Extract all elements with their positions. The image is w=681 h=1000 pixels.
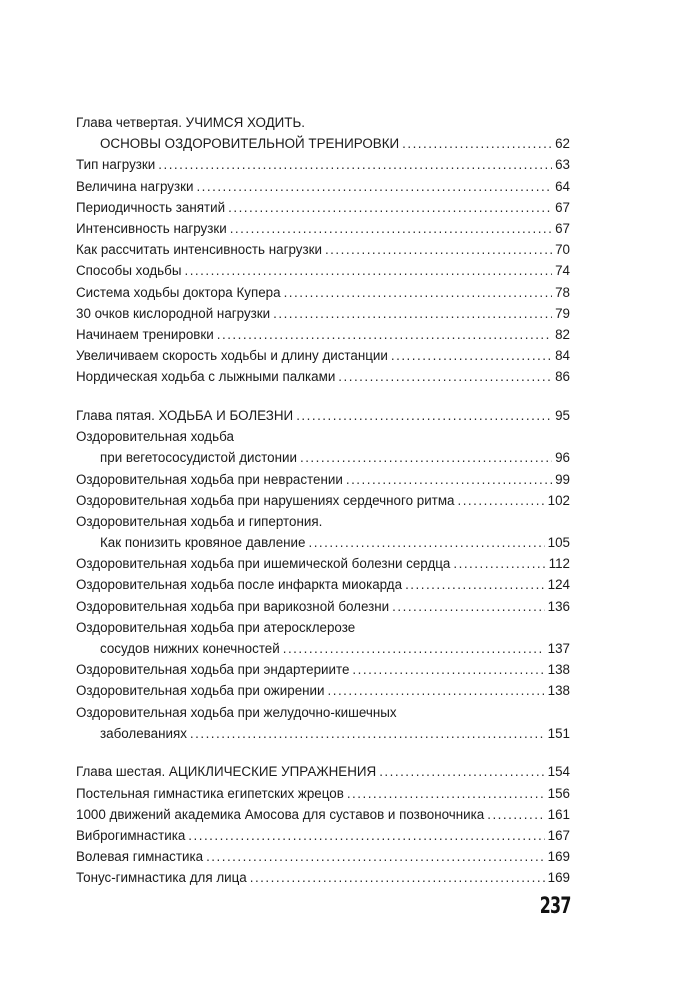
dot-leader [487,804,544,825]
toc-entry-line [76,176,570,197]
toc-entry-page: 67 [555,199,570,215]
chapter-section [76,761,570,888]
toc-entry-page: 112 [548,556,570,572]
toc-entry-page: 63 [555,157,570,173]
toc-entry[interactable] [76,783,570,804]
chapter-section [76,405,570,744]
toc-entry-page: 67 [555,220,570,236]
toc-entry-page: 78 [555,284,570,300]
toc-entry[interactable] [76,574,570,595]
toc-entry-title: Величина нагрузки [76,178,194,194]
toc-entry[interactable] [76,702,570,744]
table-of-contents [76,112,570,889]
dot-leader [284,282,553,303]
toc-entry-line [76,239,570,260]
toc-entry[interactable] [76,260,570,281]
toc-entry-line [76,574,570,595]
toc-entry-title: Оздоровительная ходьба при ожирении [76,683,325,699]
chapter-gap [76,744,570,762]
dot-leader [405,574,545,595]
toc-entry-page: 138 [547,683,570,699]
toc-entry-title: сосудов нижних конечностей [100,641,280,656]
dot-leader [206,846,545,867]
dot-leader [273,303,552,324]
toc-entry-title: Периодичность занятий [76,199,226,215]
toc-entry-line [76,303,570,324]
toc-entry-page: 138 [547,662,570,678]
toc-entry-title: Оздоровительная ходьба при неврастении [76,471,343,487]
page-number: 237 [539,894,571,919]
toc-entry-title: Оздоровительная ходьба при ишемической болезни сердца [76,556,451,572]
toc-entry-heading-line: Оздоровительная ходьба при атеросклерозе [76,619,356,635]
toc-entry-line [76,723,570,744]
dot-leader [296,405,552,426]
toc-entry[interactable] [76,176,570,197]
toc-entry-title: Оздоровительная ходьба при варикозной болезни [76,598,390,614]
toc-entry-page: 82 [555,326,570,342]
toc-entry-page: 64 [555,178,570,194]
toc-entry-page: 84 [555,348,570,364]
toc-entry-line [76,638,570,659]
toc-entry-line [76,867,570,888]
toc-entry-line [76,260,570,281]
toc-entry-page: 124 [547,577,570,593]
toc-entry[interactable] [76,112,570,154]
dot-leader [352,659,544,680]
toc-entry[interactable] [76,680,570,701]
dot-leader [184,260,552,281]
toc-entry-page: 154 [547,764,570,780]
toc-entry-line [76,490,570,511]
toc-entry[interactable] [76,345,570,366]
toc-entry[interactable] [76,659,570,680]
toc-entry-page: 161 [547,806,570,822]
dot-leader [391,345,552,366]
toc-entry-title: Нордическая ходьба с лыжными палками [76,369,336,385]
toc-entry-line [76,447,570,468]
toc-entry[interactable] [76,239,570,260]
toc-entry[interactable] [76,804,570,825]
toc-entry-line [76,553,570,574]
toc-entry-heading-line: Глава четвертая. УЧИМСЯ ХОДИТЬ. [76,115,305,130]
toc-entry[interactable] [76,154,570,175]
toc-entry-line [76,324,570,345]
toc-entry-line [76,532,570,553]
toc-entry-title: заболеваниях [100,725,187,741]
toc-entry-line [76,154,570,175]
toc-entry-title: Оздоровительная ходьба после инфаркта миокарда [76,577,403,593]
toc-entry-title: ОСНОВЫ ОЗДОРОВИТЕЛЬНОЙ ТРЕНИРОВКИ [100,136,400,152]
toc-entry-line [76,659,570,680]
toc-entry-page: 169 [547,849,570,865]
dot-leader [392,596,545,617]
toc-entry-heading-line: Оздоровительная ходьба [76,429,234,445]
toc-entry[interactable] [76,426,570,468]
dot-leader [328,680,545,701]
toc-entry-line [76,469,570,490]
toc-entry-page: 95 [555,407,570,423]
toc-entry-line [76,282,570,303]
dot-leader [402,133,552,154]
toc-entry-line [76,680,570,701]
toc-entry-page: 74 [555,263,570,279]
toc-entry-line [76,133,570,154]
dot-leader [283,638,545,659]
toc-entry-title: 1000 движений академика Амосова для суставов и позвоночника [76,806,485,822]
toc-entry-title: Постельная гимнастика египетских жрецов [76,785,344,801]
toc-entry-line [76,761,570,782]
toc-entry-page: 99 [555,471,570,487]
toc-entry-title: Глава шестая. АЦИКЛИЧЕСКИЕ УПРАЖНЕНИЯ [76,764,377,780]
toc-entry-title: Волевая гимнастика [76,849,204,865]
toc-entry-heading-line: Оздоровительная ходьба и гипертония. [76,513,323,529]
toc-entry-title: Виброгимнастика [76,828,186,843]
toc-entry[interactable] [76,197,570,218]
dot-leader [338,366,552,387]
toc-entry[interactable] [76,282,570,303]
toc-entry-title: Как рассчитать интенсивность нагрузки [76,242,322,258]
toc-entry-title: Тонус-гимнастика для лица [76,870,247,886]
toc-entry-page: 167 [547,828,570,843]
toc-entry-line [76,366,570,387]
dot-leader [228,197,552,218]
toc-entry[interactable] [76,405,570,426]
dot-leader [196,176,552,197]
dot-leader [250,867,545,888]
dot-leader [230,218,552,239]
dot-leader [308,532,544,553]
toc-entry-title: Глава пятая. ХОДЬБА И БОЛЕЗНИ [76,407,294,423]
toc-entry[interactable] [76,324,570,345]
toc-entry-line [76,197,570,218]
toc-entry-line [76,804,570,825]
toc-entry[interactable] [76,469,570,490]
toc-entry[interactable] [76,366,570,387]
toc-entry-title: Интенсивность нагрузки [76,220,227,236]
dot-leader [217,324,552,345]
dot-leader [188,825,544,846]
dot-leader [457,490,544,511]
toc-entry-page: 137 [547,641,570,656]
toc-entry[interactable] [76,867,570,888]
toc-entry-title: Тип нагрузки [76,157,156,173]
toc-entry-title: Увеличиваем скорость ходьбы и длину дистанции [76,348,388,364]
toc-entry-page: 102 [547,492,570,508]
toc-entry-page: 96 [555,450,570,466]
toc-entry[interactable] [76,617,570,659]
toc-entry-page: 105 [547,535,570,551]
toc-entry-line [76,783,570,804]
toc-entry-page: 70 [555,242,570,258]
toc-entry-page: 86 [555,369,570,385]
toc-entry-line [76,405,570,426]
dot-leader [300,447,552,468]
toc-entry-line [76,345,570,366]
toc-entry-page: 136 [547,598,570,614]
toc-entry-title: Способы ходьбы [76,263,182,279]
toc-entry[interactable] [76,490,570,511]
dot-leader [379,761,544,782]
dot-leader [158,154,552,175]
dot-leader [347,783,545,804]
toc-entry-title: Оздоровительная ходьба при эндартериите [76,662,350,678]
toc-entry-line [76,846,570,867]
toc-entry-title: при вегетососудистой дистонии [100,450,297,466]
toc-entry-title: Начинаем тренировки [76,326,214,342]
toc-entry-line [76,596,570,617]
dot-leader [453,553,545,574]
toc-entry-page: 151 [547,725,570,741]
toc-entry[interactable] [76,218,570,239]
toc-entry-line [76,218,570,239]
toc-entry[interactable] [76,596,570,617]
toc-entry[interactable] [76,553,570,574]
toc-entry[interactable] [76,511,570,553]
toc-entry-page: 79 [555,305,570,321]
toc-entry[interactable] [76,846,570,867]
dot-leader [325,239,552,260]
toc-entry-title: Как понизить кровяное давление [100,535,306,551]
toc-entry[interactable] [76,303,570,324]
toc-entry-page: 169 [547,870,570,886]
dot-leader [190,723,545,744]
dot-leader [346,469,552,490]
chapter-section [76,112,570,387]
toc-entry-heading-line: Оздоровительная ходьба при желудочно-кишечных [76,704,397,720]
chapter-gap [76,387,570,405]
toc-entry[interactable] [76,825,570,846]
toc-entry[interactable] [76,761,570,782]
toc-entry-page: 156 [547,785,570,801]
toc-entry-title: 30 очков кислородной нагрузки [76,305,271,321]
toc-entry-line [76,825,570,846]
toc-entry-title: Система ходьбы доктора Купера [76,284,281,300]
toc-entry-title: Оздоровительная ходьба при нарушениях сердечного ритма [76,492,455,508]
toc-entry-page: 62 [555,136,570,152]
